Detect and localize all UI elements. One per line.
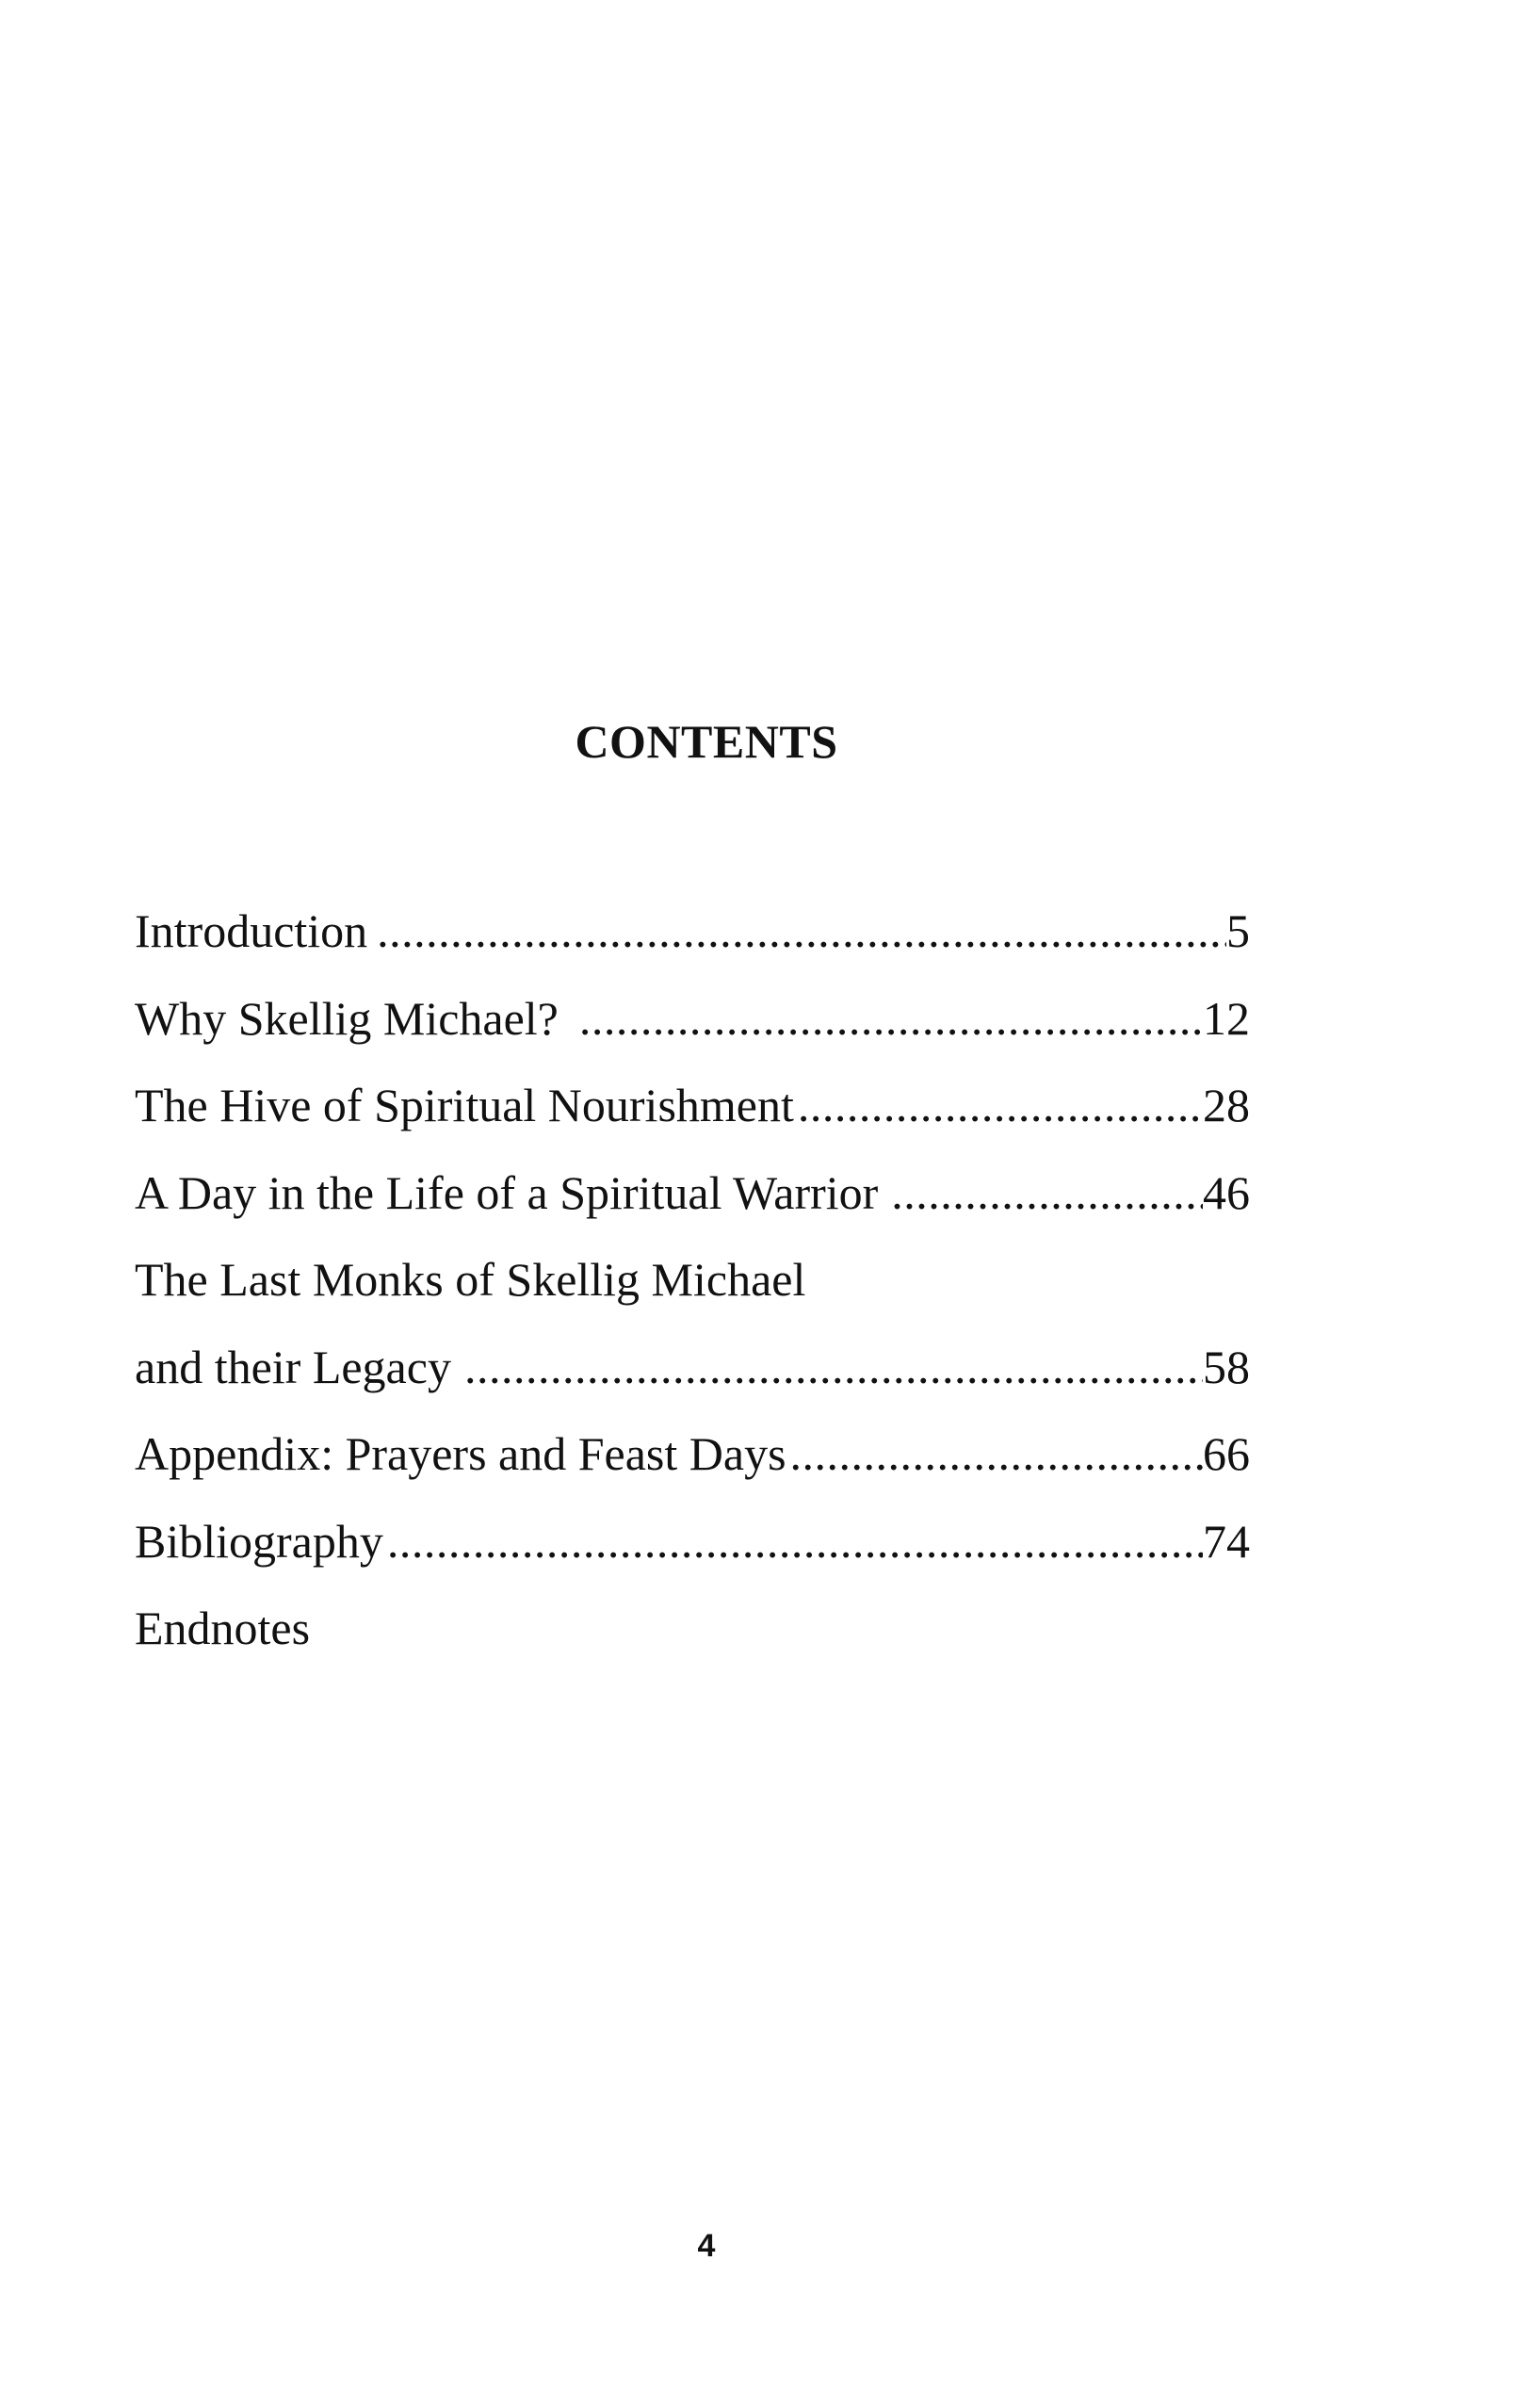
page-number: 4 — [697, 2228, 716, 2264]
toc-entry-day-in-the-life — [135, 1149, 1250, 1237]
toc-entry-page: 28 — [1203, 1079, 1250, 1131]
toc-entry-bibliography — [135, 1498, 1250, 1586]
toc-entry-title: A Day in the Life of a Spiritual Warrior — [135, 1165, 879, 1219]
toc-entry-page: 46 — [1203, 1165, 1250, 1219]
toc-entry-hive-of-spiritual-nourishment — [135, 1062, 1250, 1149]
dot-leader — [464, 1324, 1203, 1411]
dot-leader — [798, 1062, 1203, 1149]
toc-entry-title: Appendix: Prayers and Feast Days — [135, 1427, 786, 1480]
toc-entry-page: 12 — [1203, 991, 1250, 1045]
toc-entry-title: Bibliography — [135, 1514, 383, 1568]
toc-entry-last-monks — [135, 1236, 1250, 1324]
toc-entry-page: 74 — [1203, 1514, 1250, 1568]
toc-entry-title: Why Skellig Michael? — [135, 991, 559, 1045]
toc-entry-why-skellig-michael — [135, 975, 1250, 1063]
dot-leader — [790, 1410, 1203, 1498]
toc-entry-page: 66 — [1203, 1427, 1250, 1480]
toc-entry-appendix — [135, 1410, 1250, 1498]
toc-entry-title: Endnotes — [135, 1602, 311, 1654]
toc-entry-title: The Hive of Spiritual Nourishment — [135, 1079, 794, 1131]
table-of-contents — [135, 887, 1250, 1672]
toc-entry-title: Introduction — [135, 904, 368, 957]
toc-entry-page: 58 — [1203, 1340, 1250, 1393]
toc-entry-title: and their Legacy — [135, 1340, 451, 1393]
contents-heading: CONTENTS — [575, 715, 838, 768]
toc-entry-introduction — [135, 887, 1250, 975]
dot-leader — [891, 1149, 1203, 1237]
toc-entry-page: 5 — [1226, 904, 1250, 957]
toc-entry-endnotes — [135, 1585, 1250, 1672]
dot-leader — [579, 975, 1203, 1063]
toc-entry-their-legacy — [135, 1324, 1250, 1411]
toc-entry-title: The Last Monks of Skellig Michael — [135, 1253, 806, 1306]
dot-leader — [377, 887, 1226, 975]
dot-leader — [387, 1498, 1203, 1586]
